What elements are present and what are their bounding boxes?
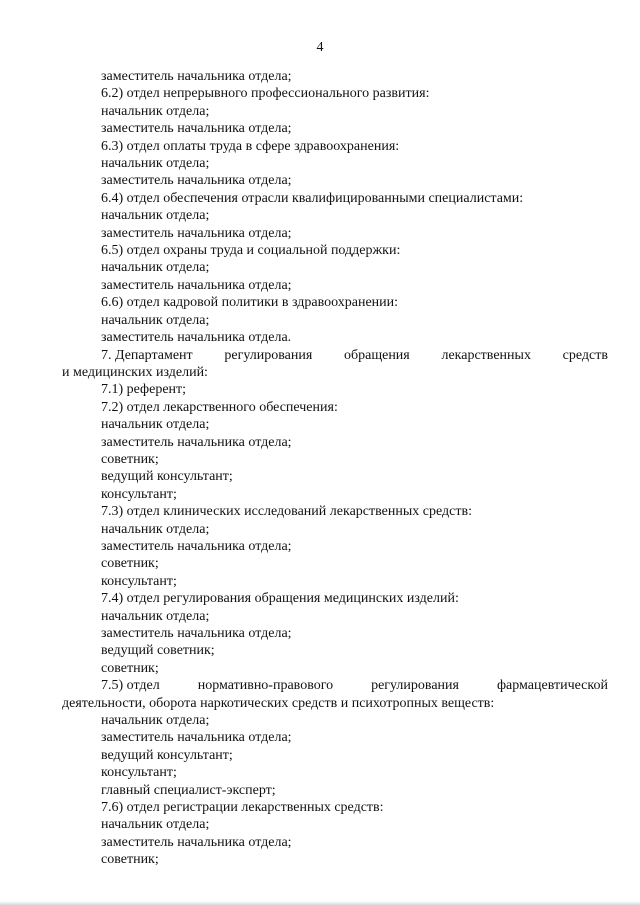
dept75-heading (62, 677, 608, 694)
heading-word: нормативно-правового (197, 678, 334, 694)
document-body (62, 68, 608, 869)
list-line: заместитель начальника отдела; (101, 69, 292, 84)
dept7-heading-continuation: и медицинских изделий: (62, 364, 208, 380)
list-line: начальник отдела; (101, 521, 210, 537)
list-line: заместитель начальника отдела; (101, 121, 292, 137)
list-line: главный специалист-эксперт; (101, 782, 276, 798)
list-line: начальник отдела; (101, 208, 210, 224)
heading-word: лекарственных (441, 347, 531, 363)
heading-word: обращения (343, 347, 410, 363)
list-line: консультант; (101, 486, 177, 502)
list-line: начальник отдела; (101, 260, 210, 276)
list-line: 6.6) отдел кадровой политики в здравоохранении: (101, 295, 399, 311)
list-line: начальник отдела; (101, 713, 210, 729)
list-line: ведущий консультант; (101, 469, 233, 485)
list-line: ведущий советник; (101, 643, 215, 659)
list-line: начальник отдела; (101, 312, 210, 328)
list-line: 6.5) отдел охраны труда и социальной поддержки: (101, 243, 401, 259)
heading-word: регулирования (224, 347, 313, 363)
list-line: заместитель начальника отдела; (101, 225, 292, 241)
list-line: начальник отдела; (101, 103, 210, 119)
list-line: 7.4) отдел регулирования обращения медицинских изделий: (101, 591, 459, 607)
section-7-list (62, 381, 608, 677)
list-line: советник; (101, 660, 159, 676)
list-line: 7.3) отдел клинических исследований лекарственных средств: (101, 504, 472, 520)
list-line: заместитель начальника отдела; (101, 626, 292, 641)
heading-word: 7.5) отдел (101, 678, 160, 694)
list-line: ведущий консультант; (101, 747, 233, 763)
section-75-list (62, 712, 608, 869)
list-line: советник; (101, 451, 159, 467)
list-line: 6.3) отдел оплаты труда в сфере здравоохранения: (101, 138, 400, 154)
heading-word: фармацевтической (496, 678, 608, 694)
list-line: начальник отдела; (101, 156, 210, 172)
dept7-heading (62, 347, 608, 364)
list-line: советник; (101, 852, 159, 868)
scan-edge (0, 901, 640, 905)
page-number: 4 (316, 40, 324, 55)
list-line: заместитель начальника отдела. (101, 330, 292, 346)
heading-word: средств (562, 347, 608, 363)
dept75-heading-continuation: деятельности, оборота наркотических средств и психотропных веществ: (62, 695, 495, 711)
list-line: консультант; (101, 765, 177, 781)
list-line: советник; (101, 556, 159, 572)
list-line: 7.6) отдел регистрации лекарственных средств: (101, 800, 384, 816)
list-line: начальник отдела; (101, 817, 210, 833)
list-line: начальник отдела; (101, 417, 210, 433)
list-line: 7.2) отдел лекарственного обеспечения: (101, 399, 338, 415)
list-line: заместитель начальника отдела; (101, 277, 292, 293)
list-line: начальник отдела; (101, 608, 210, 624)
list-line: 7.1) референт; (101, 382, 187, 398)
list-line: заместитель начальника отдела; (101, 834, 292, 850)
section-6-list (62, 68, 608, 347)
heading-word: регулирования (371, 678, 459, 694)
heading-word: 7. Департамент (101, 347, 193, 363)
list-line: 6.4) отдел обеспечения отрасли квалифицированными специалистами: (101, 190, 524, 206)
list-line: заместитель начальника отдела; (101, 538, 292, 554)
list-line: 6.2) отдел непрерывного профессионального развития: (101, 86, 430, 102)
list-line: заместитель начальника отдела; (101, 434, 292, 450)
list-line: консультант; (101, 573, 177, 589)
list-line: заместитель начальника отдела; (101, 173, 292, 189)
list-line: заместитель начальника отдела; (101, 730, 292, 746)
